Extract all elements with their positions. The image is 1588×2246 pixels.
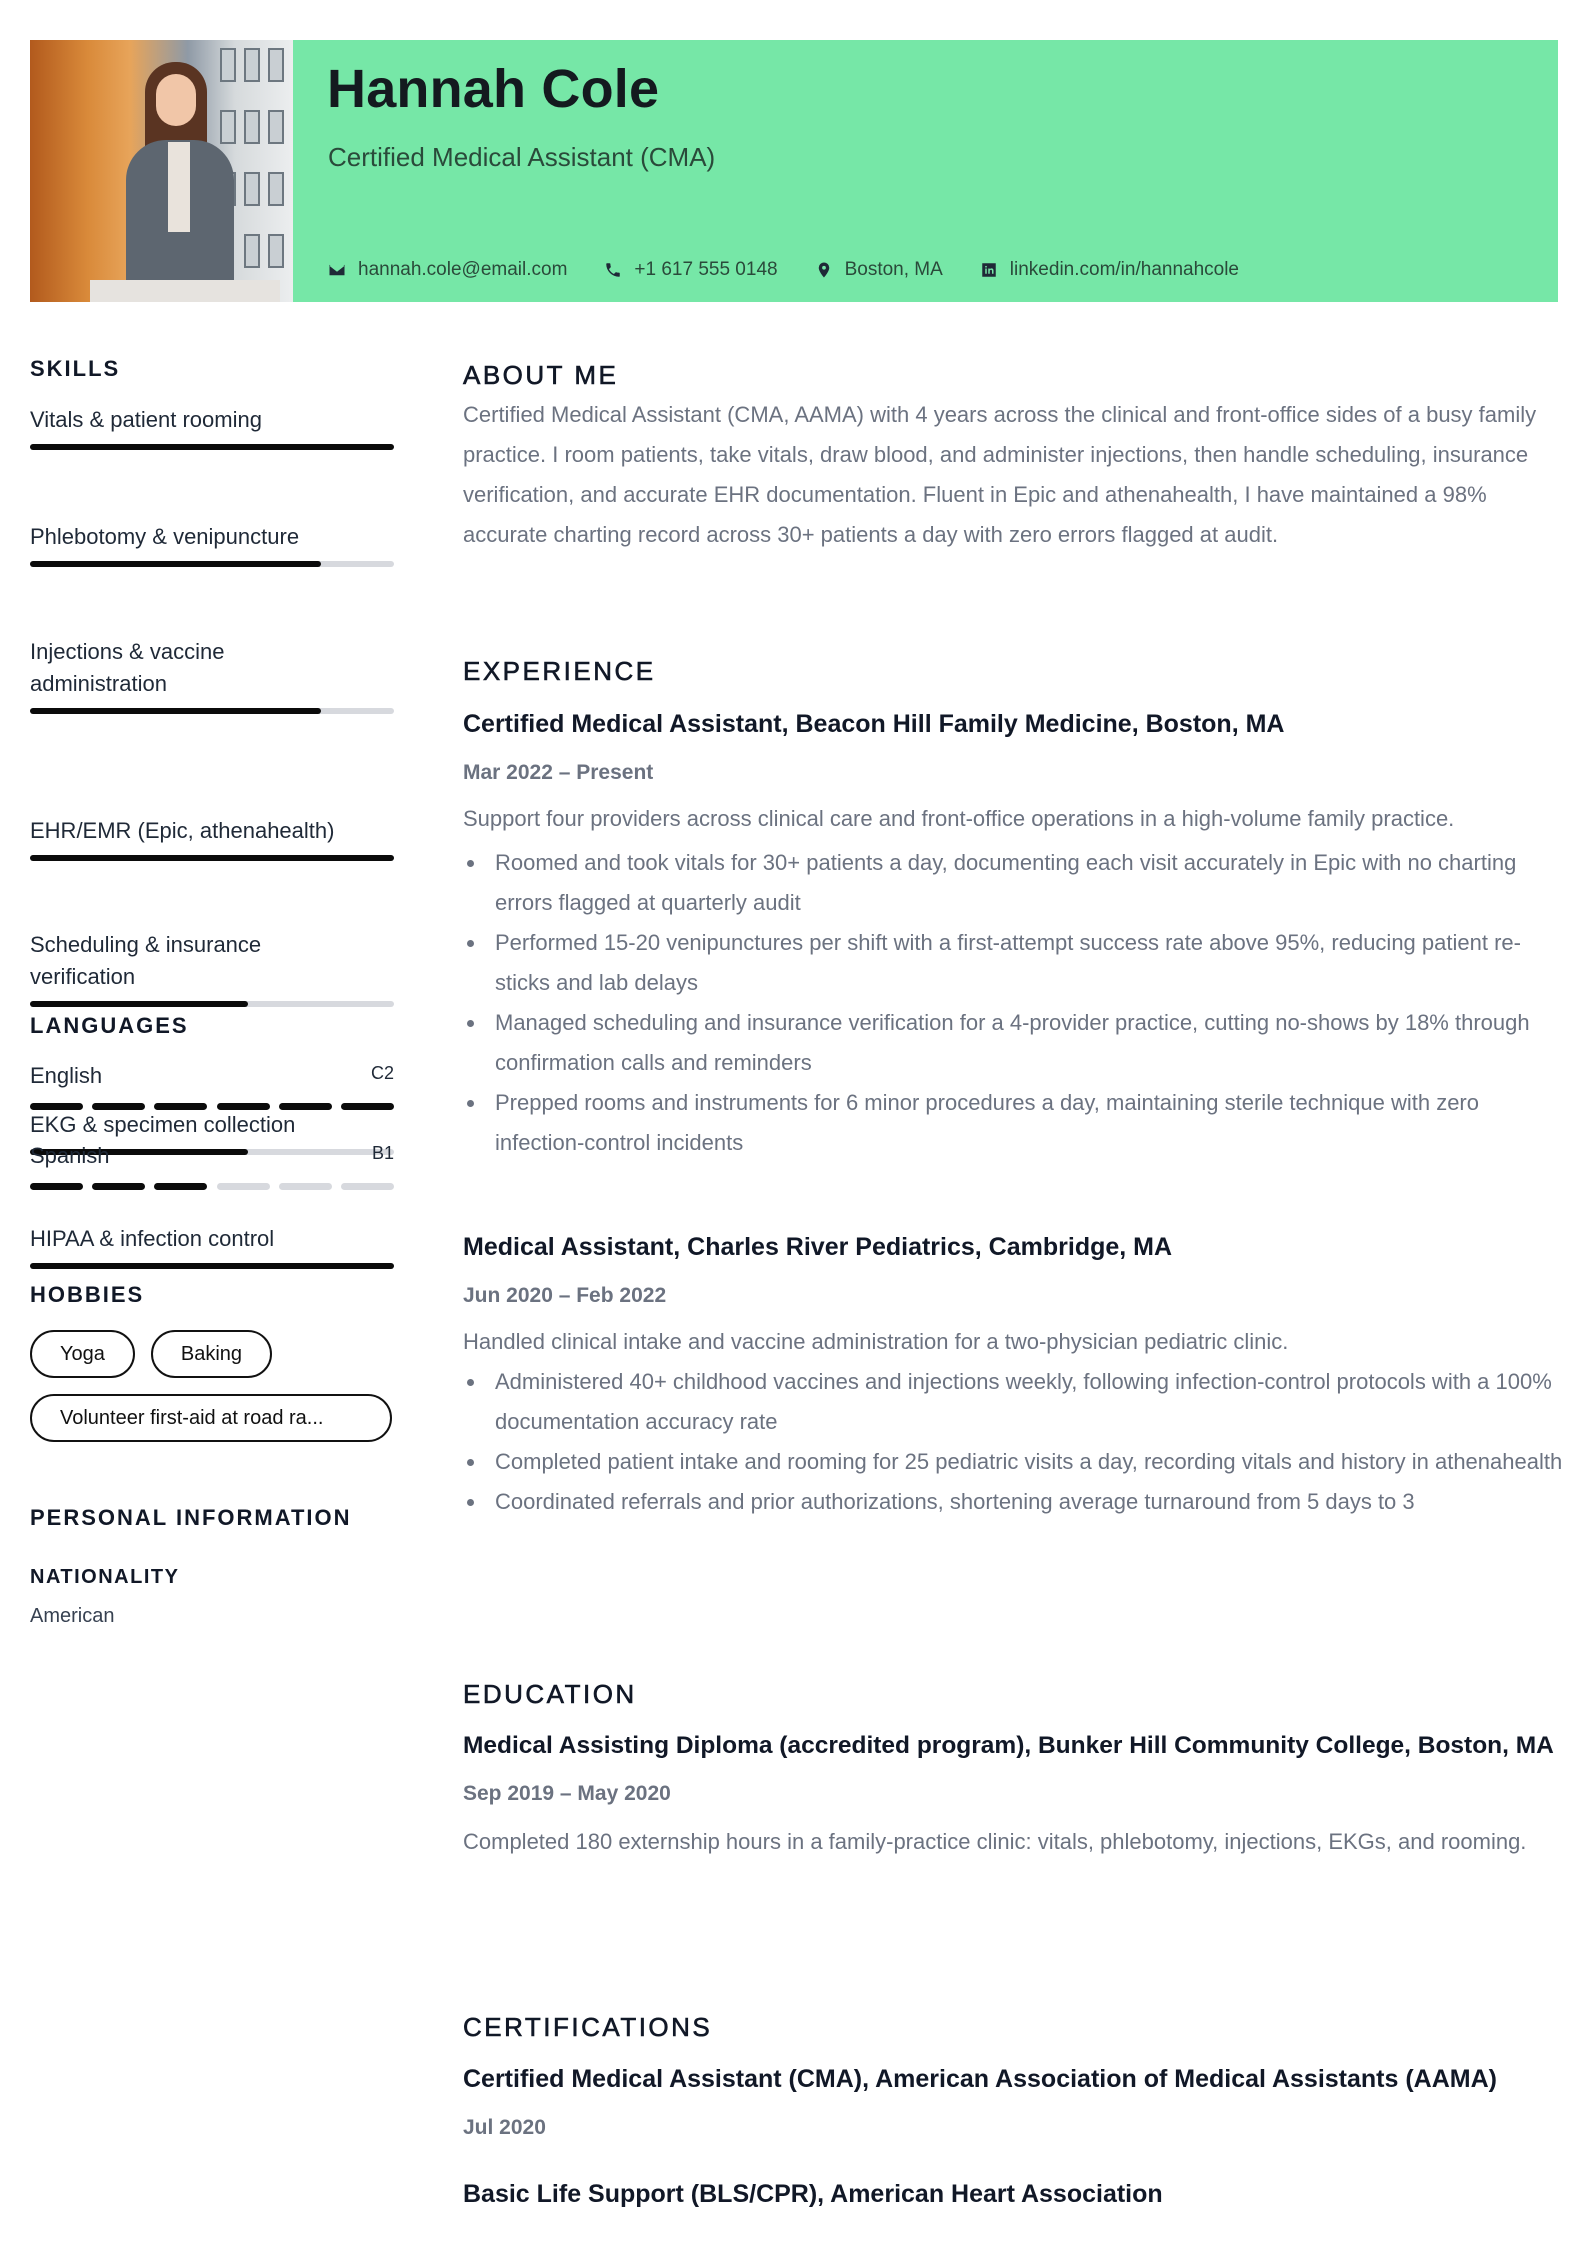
hobby-pill: Baking [151, 1330, 272, 1378]
contact-email-text: hannah.cole@email.com [358, 259, 568, 280]
language-level: B1 [371, 1143, 394, 1163]
skill-item [30, 1223, 394, 1269]
education-dates: Sep 2019 – May 2020 [463, 1782, 671, 1805]
education-section [463, 1679, 1563, 1862]
skill-label: Vitals & patient rooming [30, 407, 262, 432]
about-text: Certified Medical Assistant (CMA, AAMA) with 4 years across the clinical and front-office sides of a busy family practice. I room patients, take vitals, draw blood, and administer injections, then handle scheduling, insurance verification, and accurate EHR documentation. Fluent in Epic and athenahealth, I have maintained a 98% accurate charting record across 30+ patients a day with zero errors flagged at audit. [463, 402, 1537, 547]
job-summary: Handled clinical intake and vaccine administration for a two-physician pediatric clinic. [463, 1329, 1289, 1354]
skill-label: Phlebotomy & venipuncture [30, 524, 300, 549]
experience-section [463, 656, 1563, 687]
linkedin-icon [980, 261, 998, 279]
language-name: Spanish [30, 1143, 110, 1168]
job-title: Medical Assistant, Charles River Pediatrics, Cambridge, MA [463, 1233, 1173, 1261]
job-bullets [463, 843, 1563, 1163]
skill-level-bar [30, 444, 394, 450]
job-bullet: Prepped rooms and instruments for 6 minor procedures a day, maintaining sterile technique with zero infection-control incidents [463, 1083, 1563, 1163]
contact-phone-text: +1 617 555 0148 [634, 259, 778, 280]
hobbies-section [30, 1282, 394, 1308]
job-bullet: Performed 15-20 venipunctures per shift with a first-attempt success rate above 95%, reducing patient re-sticks and lab delays [463, 923, 1563, 1003]
certifications-section [463, 2012, 1563, 2209]
contact-bar [328, 259, 1276, 281]
languages-section [30, 1013, 394, 1039]
candidate-title: Certified Medical Assistant (CMA) [328, 142, 716, 172]
skill-label: Scheduling & insurance verification [30, 932, 262, 989]
skill-item [30, 636, 394, 714]
hobby-pill: Volunteer first-aid at road ra... [30, 1394, 392, 1442]
language-level-dashes [30, 1183, 394, 1190]
skill-level-bar [30, 1263, 394, 1269]
profile-photo [30, 40, 293, 302]
job-bullet: Roomed and took vitals for 30+ patients a day, documenting each visit accurately in Epic with no charting errors flagged at quarterly audit [463, 843, 1563, 923]
hobby-pills [30, 1330, 394, 1442]
skill-item [30, 404, 394, 450]
about-section [463, 360, 1563, 555]
candidate-name: Hannah Cole [327, 59, 660, 119]
job-dates: Jun 2020 – Feb 2022 [463, 1284, 667, 1307]
contact-linkedin[interactable] [980, 259, 1239, 281]
job-entry [463, 1233, 1563, 1522]
certification-title: Basic Life Support (BLS/CPR), American Heart Association [463, 2180, 1163, 2208]
personal-info-heading: PERSONAL INFORMATION [30, 1505, 352, 1530]
job-bullet: Completed patient intake and rooming for 25 pediatric visits a day, recording vitals and history in athenahealth [463, 1442, 1563, 1482]
resume-header [30, 40, 1558, 302]
contact-phone[interactable] [604, 259, 777, 281]
certifications-heading: CERTIFICATIONS [463, 2012, 713, 2042]
skills-heading: SKILLS [30, 356, 121, 381]
skills-section [30, 356, 394, 382]
skill-label: EHR/EMR (Epic, athenahealth) [30, 818, 335, 843]
hobbies-heading: HOBBIES [30, 1282, 145, 1307]
contact-linkedin-text: linkedin.com/in/hannahcole [1009, 259, 1240, 280]
education-title: Medical Assisting Diploma (accredited program), Bunker Hill Community College, Boston, MA [463, 1732, 1554, 1759]
languages-heading: LANGUAGES [30, 1013, 189, 1038]
contact-location-text: Boston, MA [844, 259, 943, 280]
skill-label: Injections & vaccine administration [30, 639, 225, 696]
skill-label: EKG & specimen collection [30, 1112, 296, 1137]
skill-level-bar [30, 855, 394, 861]
certification-date: Jul 2020 [463, 2116, 546, 2139]
about-heading: ABOUT ME [463, 360, 619, 390]
skill-level-bar [30, 708, 394, 714]
skill-item [30, 929, 394, 1007]
job-entry [463, 710, 1563, 1163]
job-bullet: Managed scheduling and insurance verification for a 4-provider practice, cutting no-shows by 18% through confirmation calls and reminders [463, 1003, 1563, 1083]
language-level: C2 [370, 1063, 394, 1083]
job-dates: Mar 2022 – Present [463, 761, 654, 784]
experience-heading: EXPERIENCE [463, 656, 656, 686]
skill-item [30, 521, 394, 567]
language-item [30, 1143, 394, 1190]
job-bullets [463, 1362, 1563, 1522]
map-pin-icon [815, 261, 833, 279]
education-heading: EDUCATION [463, 1679, 637, 1709]
skill-level-bar [30, 561, 394, 567]
skill-label: HIPAA & infection control [30, 1226, 275, 1251]
personal-info-section [30, 1505, 394, 1628]
language-level-dashes [30, 1103, 394, 1110]
phone-icon [604, 261, 622, 279]
language-item [30, 1063, 394, 1110]
education-text: Completed 180 externship hours in a family-practice clinic: vitals, phlebotomy, injections, EKGs, and rooming. [463, 1829, 1527, 1854]
contact-location [815, 259, 943, 281]
job-summary: Support four providers across clinical care and front-office operations in a high-volume family practice. [463, 806, 1455, 831]
nationality-label: NATIONALITY [30, 1566, 180, 1588]
job-bullet: Administered 40+ childhood vaccines and injections weekly, following infection-control protocols with a 100% documentation accuracy rate [463, 1362, 1563, 1442]
nationality-value: American [30, 1605, 115, 1627]
skill-item [30, 815, 394, 861]
hobby-pill: Yoga [30, 1330, 135, 1378]
certification-title: Certified Medical Assistant (CMA), American Association of Medical Assistants (AAMA) [463, 2065, 1497, 2093]
contact-email[interactable] [328, 259, 567, 281]
job-title: Certified Medical Assistant, Beacon Hill Family Medicine, Boston, MA [463, 710, 1285, 738]
job-bullet: Coordinated referrals and prior authorizations, shortening average turnaround from 5 days to 3 [463, 1482, 1563, 1522]
language-name: English [30, 1063, 103, 1088]
skill-level-bar [30, 1001, 394, 1007]
envelope-icon [328, 261, 346, 279]
